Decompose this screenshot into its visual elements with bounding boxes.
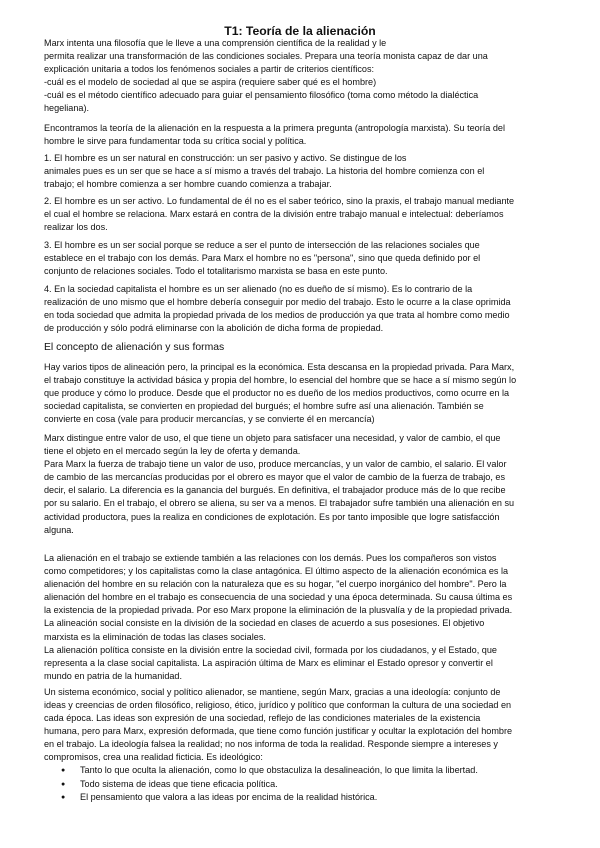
ideology-paragraph [44,686,556,765]
text-line: realizar los dos. [44,222,108,233]
text-line: sociedad capitalista, se convierten en propiedad del burgués; el hombre sufre así una alienación. También se [44,401,484,412]
text-line: que produce y cómo lo produce. Desde que el productor no es dueño de los medios productivos, como ocurre en la [44,388,510,399]
text-line: mundo en patria de la humanidad. [44,670,183,681]
text-line: explicación unitaria a todos los fenómenos sociales a partir de criterios científicos: [44,64,375,75]
text-line: actividad productora, pues la realiza en condiciones de explotación. Es por tanto imposible que logre satisfacción [44,511,500,522]
text-line: Encontramos la teoría de la alienación en la respuesta a la primera pregunta (antropología marxista). Su teoría del [44,123,506,133]
economic-alienation-paragraph [44,361,556,426]
text-line: el trabajo constituye la actividad básica y propia del hombre, lo esencial del hombre que se hace a sí mismo según lo [44,375,517,386]
bullet-item: ● Tanto lo que oculta la alienación, como lo que obstaculiza la desalineación, lo que limita la libertad. [44,764,556,778]
text-line: de producción y sólo podrá eliminarse con la abolición de dicha forma de propiedad. [44,323,384,334]
text-line: de cambio de las mercancías producidas por el obrero es mayor que el valor de cambio de la fuerza de trabajo, es [44,472,506,483]
bullet-item: ● El pensamiento que valora a las ideas por encima de la realidad histórica. [44,791,556,805]
text-line: 2. El hombre es un ser activo. Lo fundamental de él no es el saber teórico, sino la praxis, el trabajo manual mediante [44,196,515,206]
intro-paragraph [44,37,556,116]
text-line: hombre le sirve para fundamentar toda su crítica social y política. [44,136,307,147]
text-line: establece en el trabajo con los demás. Para Marx el hombre no es "persona", sino que queda definido por el [44,253,481,264]
text-line: Marx distingue entre valor de uso, el que tiene un objeto para satisfacer una necesidad, y valor de cambio, el que [44,433,501,443]
text-line: hegeliana). [44,103,89,114]
text-line: trabajo; el hombre comienza a ser hombre cuando comienza a trabajar. [44,179,332,190]
text-line: Para Marx la fuerza de trabajo tiene un valor de uso, produce mercancías, y un valor de cambio, el salario. El valor [44,459,507,470]
text-line: Un sistema económico, social y político alienador, se mantiene, según Marx, gracias a una ideología: conjunto de [44,687,501,697]
value-paragraph [44,432,556,537]
point-2-paragraph [44,195,556,234]
text-line: -cuál es el modelo de sociedad al que se aspira (requiere saber qué es el hombre) [44,77,377,88]
text-line: alienación del hombre en el trabajo es consecuencia de una sociedad y una época determinada. Su causa última es [44,592,513,603]
theory-paragraph [44,122,556,148]
text-line: tiene el objeto en el mercado según la ley de oferta y demanda. [44,446,301,457]
point-1-paragraph [44,152,556,191]
text-line: compromisos, crea una realidad ficticia. Es ideológico: [44,752,263,763]
text-line: realización de uno mismo que el hombre debería conseguir por medio del trabajo. Esto le ocurre a la clase oprimida [44,297,511,308]
page-title: T1: Teoría de la alienación [224,24,376,38]
text-line: -cuál es el método científico adecuado para guiar el pensamiento filosófico (toma como método la dialéctica [44,90,479,101]
text-line: la existencia de la propiedad privada. Por eso Marx propone la eliminación de la plusvalía y de la propiedad privada. [44,605,513,616]
text-line: alguna. [44,524,74,535]
text-line: decir, el salario. La diferencia es la ganancia del burgués. En definitiva, el trabajador produce más de lo que recibe [44,485,506,496]
text-line: La alienación política consiste en la división entre la sociedad civil, formada por los ciudadanos, y el Estado, que [44,644,497,655]
text-line: en el trabajo. La ideología falsea la realidad; no nos informa de toda la realidad. Responde siempre a intereses y [44,739,498,750]
ideology-bullet-list [44,764,556,805]
text-line: permita realizar una transformación de las condiciones sociales. Prepara una teoría monista capaz de dar una [44,51,488,62]
text-line: por su salario. En el trabajo, el obrero se aliena, su ser va a menos. El trabajador sufre también una alienación en su [44,498,515,509]
point-3-paragraph [44,239,556,278]
text-line: La alineación social consiste en la división de la sociedad en clases de acuerdo a sus posesiones. El objetivo [44,618,485,629]
text-line: 4. En la sociedad capitalista el hombre es un ser alienado (no es dueño de sí mismo). Es lo contrario de la [44,284,473,294]
point-4-paragraph [44,283,556,335]
text-line: 3. El hombre es un ser social porque se reduce a ser el punto de intersección de las relaciones sociales que [44,240,480,250]
section-heading: El concepto de alienación y sus formas [44,342,225,353]
text-line: en toda sociedad que admita la propiedad privada de los medios de producción ya que trata al hombre como medio [44,310,510,321]
text-line: alienación del hombre en su relación con la naturaleza que es su hogar, "el cuerpo inorgánico del hombre". Pero la [44,579,507,590]
text-line: Marx intenta una filosofía que le lleve a una comprensión científica de la realidad y le [44,38,387,48]
text-line: como competidores; y los capitalistas como la clase antagónica. El último aspecto de la alienación económica es la [44,566,509,577]
text-line: conjunto de relaciones sociales. Todo el totalitarismo marxista se basa en este punto. [44,266,388,277]
text-line: Hay varios tipos de alineación pero, la principal es la económica. Esta descansa en la propiedad privada. Para Marx, [44,362,515,372]
text-line: convierte en cosa (vale para producir mercancías, y se convierte él en mercancía) [44,414,375,425]
text-line: ideas y creencias de orden filosófico, religioso, ético, jurídico y político que conforman la cultura de una sociedad en [44,700,512,711]
text-line: representa a la clase social capitalista. La aspiración última de Marx es eliminar el Estado opresor y convertir el [44,657,493,668]
social-alienation-paragraph [44,552,556,683]
text-line: La alienación en el trabajo se extiende también a las relaciones con los demás. Pues los compañeros son vistos [44,553,497,563]
text-line: marxista es la eliminación de todas las clases sociales. [44,631,266,642]
bullet-item: ● Todo sistema de ideas que tiene eficacia política. [44,778,556,792]
text-line: cada época. Las ideas son expresión de una sociedad, reflejo de las condiciones materiales de la existencia [44,713,481,724]
text-line: humana, pero para Marx, expresión deformada, que tiene como función justificar y ocultar la explotación del hombre [44,726,513,737]
text-line: el cual el hombre se relaciona. Marx estará en contra de la división entre trabajo manual e intelectual: deberíamos [44,209,504,220]
text-line: 1. El hombre es un ser natural en construcción: un ser pasivo y activo. Se distingue de los [44,153,407,163]
text-line: animales pues es un ser que se hace a sí mismo a través del trabajo. La historia del hombre comienza con el [44,166,485,177]
